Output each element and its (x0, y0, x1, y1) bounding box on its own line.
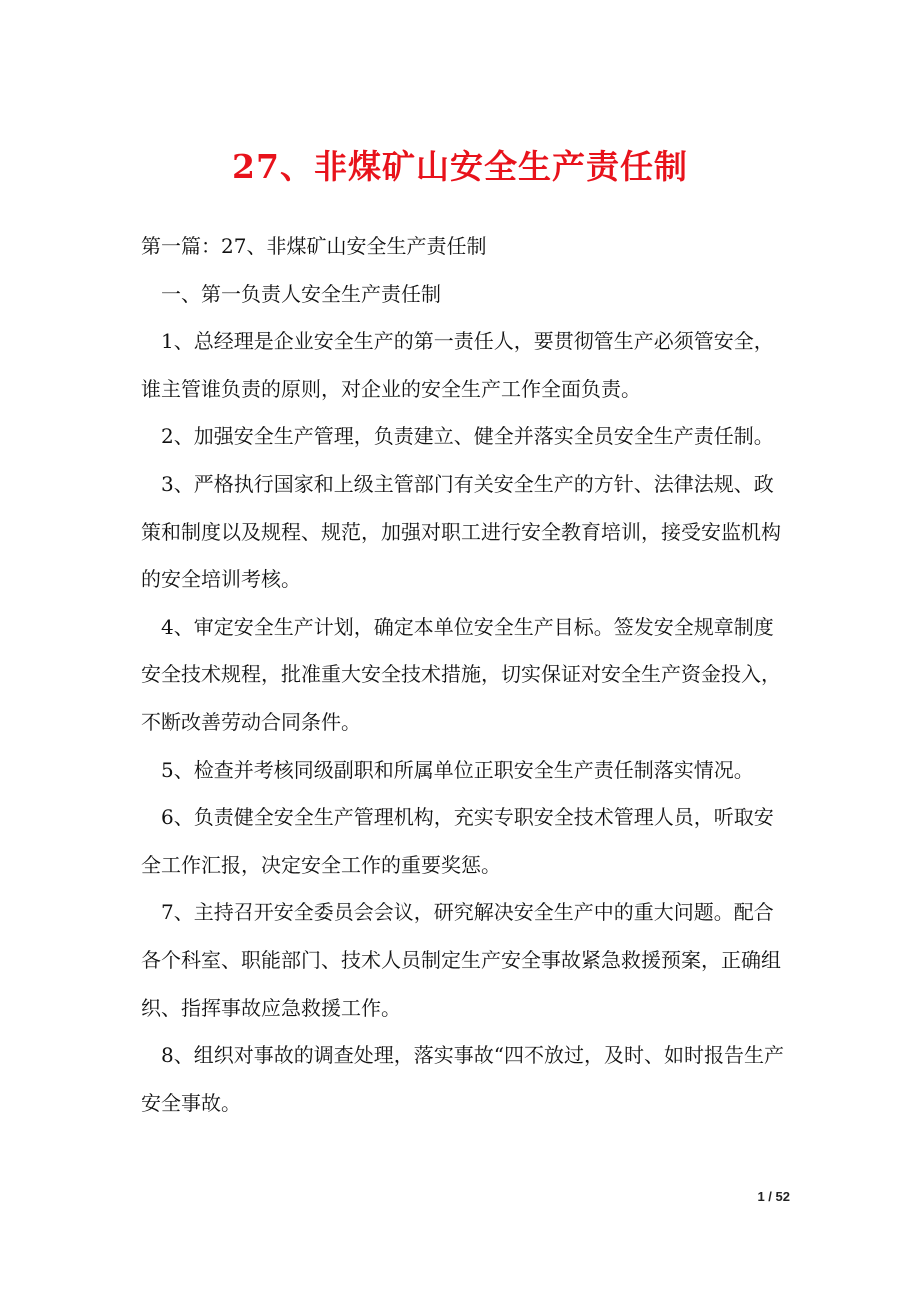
paragraph-item-1: 1、总经理是企业安全生产的第一责任人，要贯彻管生产必须管安全，谁主管谁负责的原则，对企业的安全生产工作全面负责。 (141, 329, 774, 401)
paragraph-item-8: 8、组织对事故的调查处理，落实事故“四不放过，及时、如时报告生产安全事故。 (141, 1043, 784, 1115)
paragraph-item-5: 5、检查并考核同级副职和所属单位正职安全生产责任制落实情况。 (161, 757, 754, 782)
document-body (141, 223, 791, 1127)
section-heading: 第一篇：27、非煤矿山安全生产责任制 (141, 234, 487, 258)
document-title: 27、非煤矿山安全生产责任制 (232, 147, 688, 186)
paragraph-item-7: 7、主持召开安全委员会会议，研究解决安全生产中的重大问题。配合各个科室、职能部门、技术人员制定生产安全事故紧急救援预案，正确组织、指挥事故应急救援工作。 (141, 900, 781, 1020)
paragraph-item-6: 6、负责健全安全生产管理机构，充实专职安全技术管理人员，听取安全工作汇报，决定安全工作的重要奖惩。 (141, 805, 774, 877)
paragraph-item-3: 3、严格执行国家和上级主管部门有关安全生产的方针、法律法规、政策和制度以及规程、规范，加强对职工进行安全教育培训，接受安监机构的安全培训考核。 (141, 471, 781, 592)
paragraph-item-2: 2、加强安全生产管理，负责建立、健全并落实全员安全生产责任制。 (161, 424, 774, 449)
paragraph-item-4: 4、审定安全生产计划，确定本单位安全生产目标。签发安全规章制度安全技术规程，批准重大安全技术措施，切实保证对安全生产资金投入，不断改善劳动合同条件。 (141, 614, 781, 734)
subsection-heading: 一、第一负责人安全生产责任制 (161, 281, 441, 306)
page-number: 1 / 52 (757, 1189, 790, 1204)
